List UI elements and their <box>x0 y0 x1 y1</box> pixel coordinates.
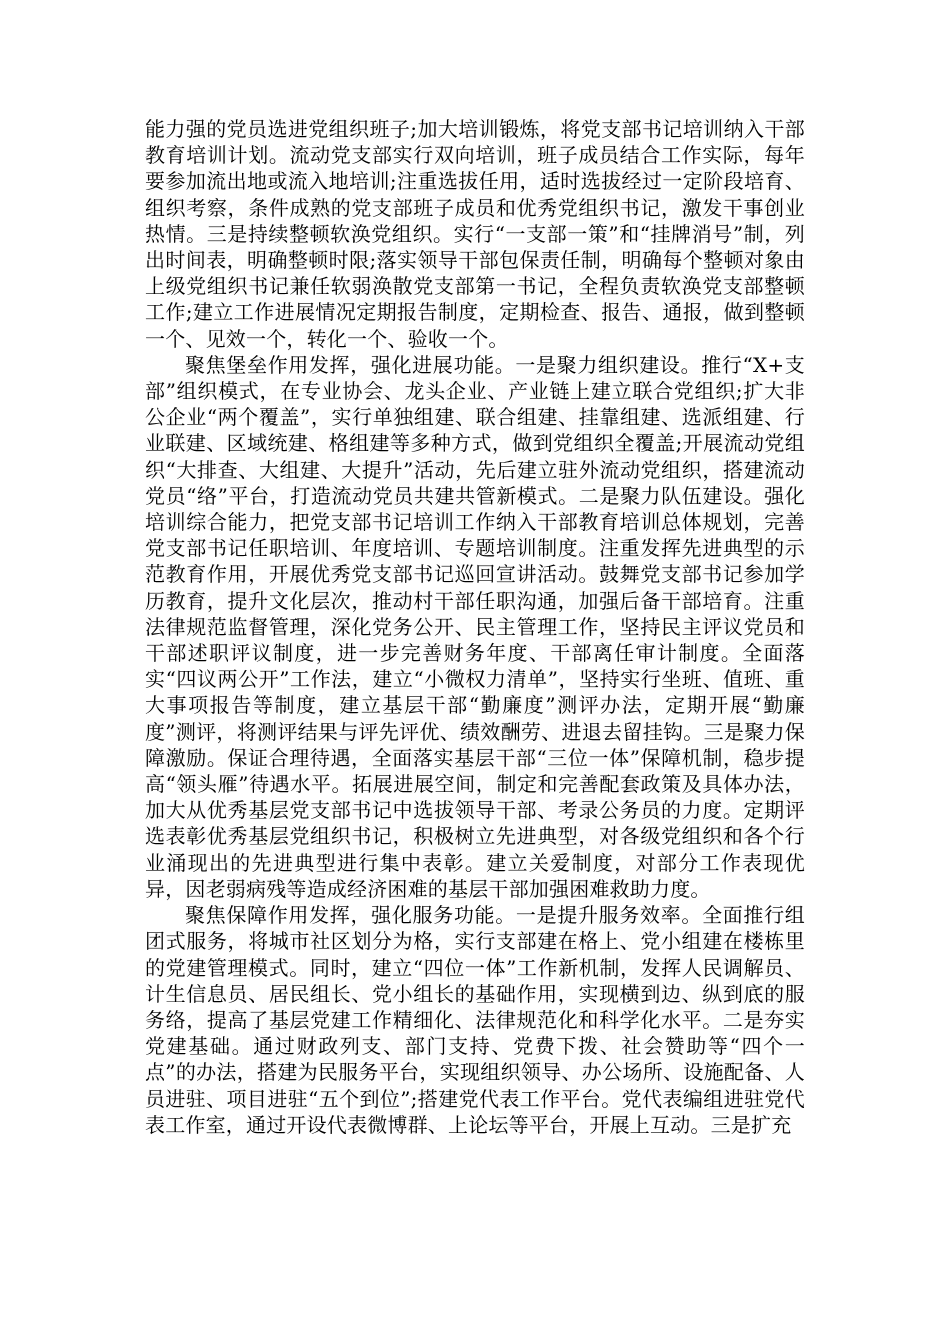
document-page <box>145 116 805 1138</box>
body-paragraph-1: 能力强的党员选进党组织班子;加大培训锻炼，将党支部书记培训纳入干部教育培训计划。流动党支部实行双向培训，班子成员结合工作实际，每年要参加流出地或流入地培训;注重选拔任用，适时选拔经过一定阶段培育、组织考察，条件成熟的党支部班子成员和优秀党组织书记，激发干事创业热情。三是持续整顿软涣党组织。实行“一支部一策”和“挂牌消号”制，列出时间表，明确整顿时限;落实领导干部包保责任制，明确每个整顿对象由上级党组织书记兼任软弱涣散党支部第一书记，全程负责软涣党支部整顿工作;建立工作进展情况定期报告制度，定期检查、报告、通报，做到整顿一个、见效一个，转化一个、验收一个。 <box>145 117 805 351</box>
body-paragraph-3: 聚焦保障作用发挥，强化服务功能。一是提升服务效率。全面推行组团式服务，将城市社区划分为格，实行支部建在格上、党小组建在楼栋里的党建管理模式。同时，建立“四位一体”工作新机制，发挥人民调解员、计生信息员、居民组长、党小组长的基础作用，实现横到边、纵到底的服务络，提高了基层党建工作精细化、法律规范化和科学化水平。二是夯实党建基础。通过财政列支、部门支持、党费下拨、社会赞助等“四个一点”的办法，搭建为民服务平台，实现组织领导、办公场所、设施配备、人员进驻、项目进驻“五个到位”;搭建党代表工作平台。党代表编组进驻党代表工作室，通过开设代表微博群、上论坛等平台，开展上互动。三是扩充 <box>145 903 805 1137</box>
body-paragraph-2: 聚焦堡垒作用发挥，强化进展功能。一是聚力组织建设。推行“X+支部”组织模式，在专业协会、龙头企业、产业链上建立联合党组织;扩大非公企业“两个覆盖”，实行单独组建、联合组建、挂靠组建、选派组建、行业联建、区域统建、格组建等多种方式，做到党组织全覆盖;开展流动党组织“大排查、大组建、大提升”活动，先后建立驻外流动党组织，搭建流动党员“络”平台，打造流动党员共建共管新模式。二是聚力队伍建设。强化培训综合能力，把党支部书记培训工作纳入干部教育培训总体规划，完善党支部书记任职培训、年度培训、专题培训制度。注重发挥先进典型的示范教育作用，开展优秀党支部书记巡回宣讲活动。鼓舞党支部书记参加学历教育，提升文化层次，推动村干部任职沟通，加强后备干部培育。注重法律规范监督管理，深化党务公开、民主管理工作，坚持民主评议党员和干部述职评议制度，进一步完善财务年度、干部离任审计制度。全面落实“四议两公开”工作法，建立“小微权力清单”，坚持实行坐班、值班、重大事项报告等制度，建立基层干部“勤廉度”测评办法，定期开展“勤廉度”测评，将测评结果与评先评优、绩效酬劳、进退去留挂钩。三是聚力保障激励。保证合理待遇，全面落实基层干部“三位一体”保障机制，稳步提高“领头雁”待遇水平。拓展进展空间，制定和完善配套政策及具体办法，加大从优秀基层党支部书记中选拔领导干部、考录公务员的力度。定期评选表彰优秀基层党组织书记，积极树立先进典型，对各级党组织和各个行业涌现出的先进典型进行集中表彰。建立关爱制度，对部分工作表现优异，因老弱病残等造成经济困难的基层干部加强困难救助力度。 <box>145 352 805 901</box>
